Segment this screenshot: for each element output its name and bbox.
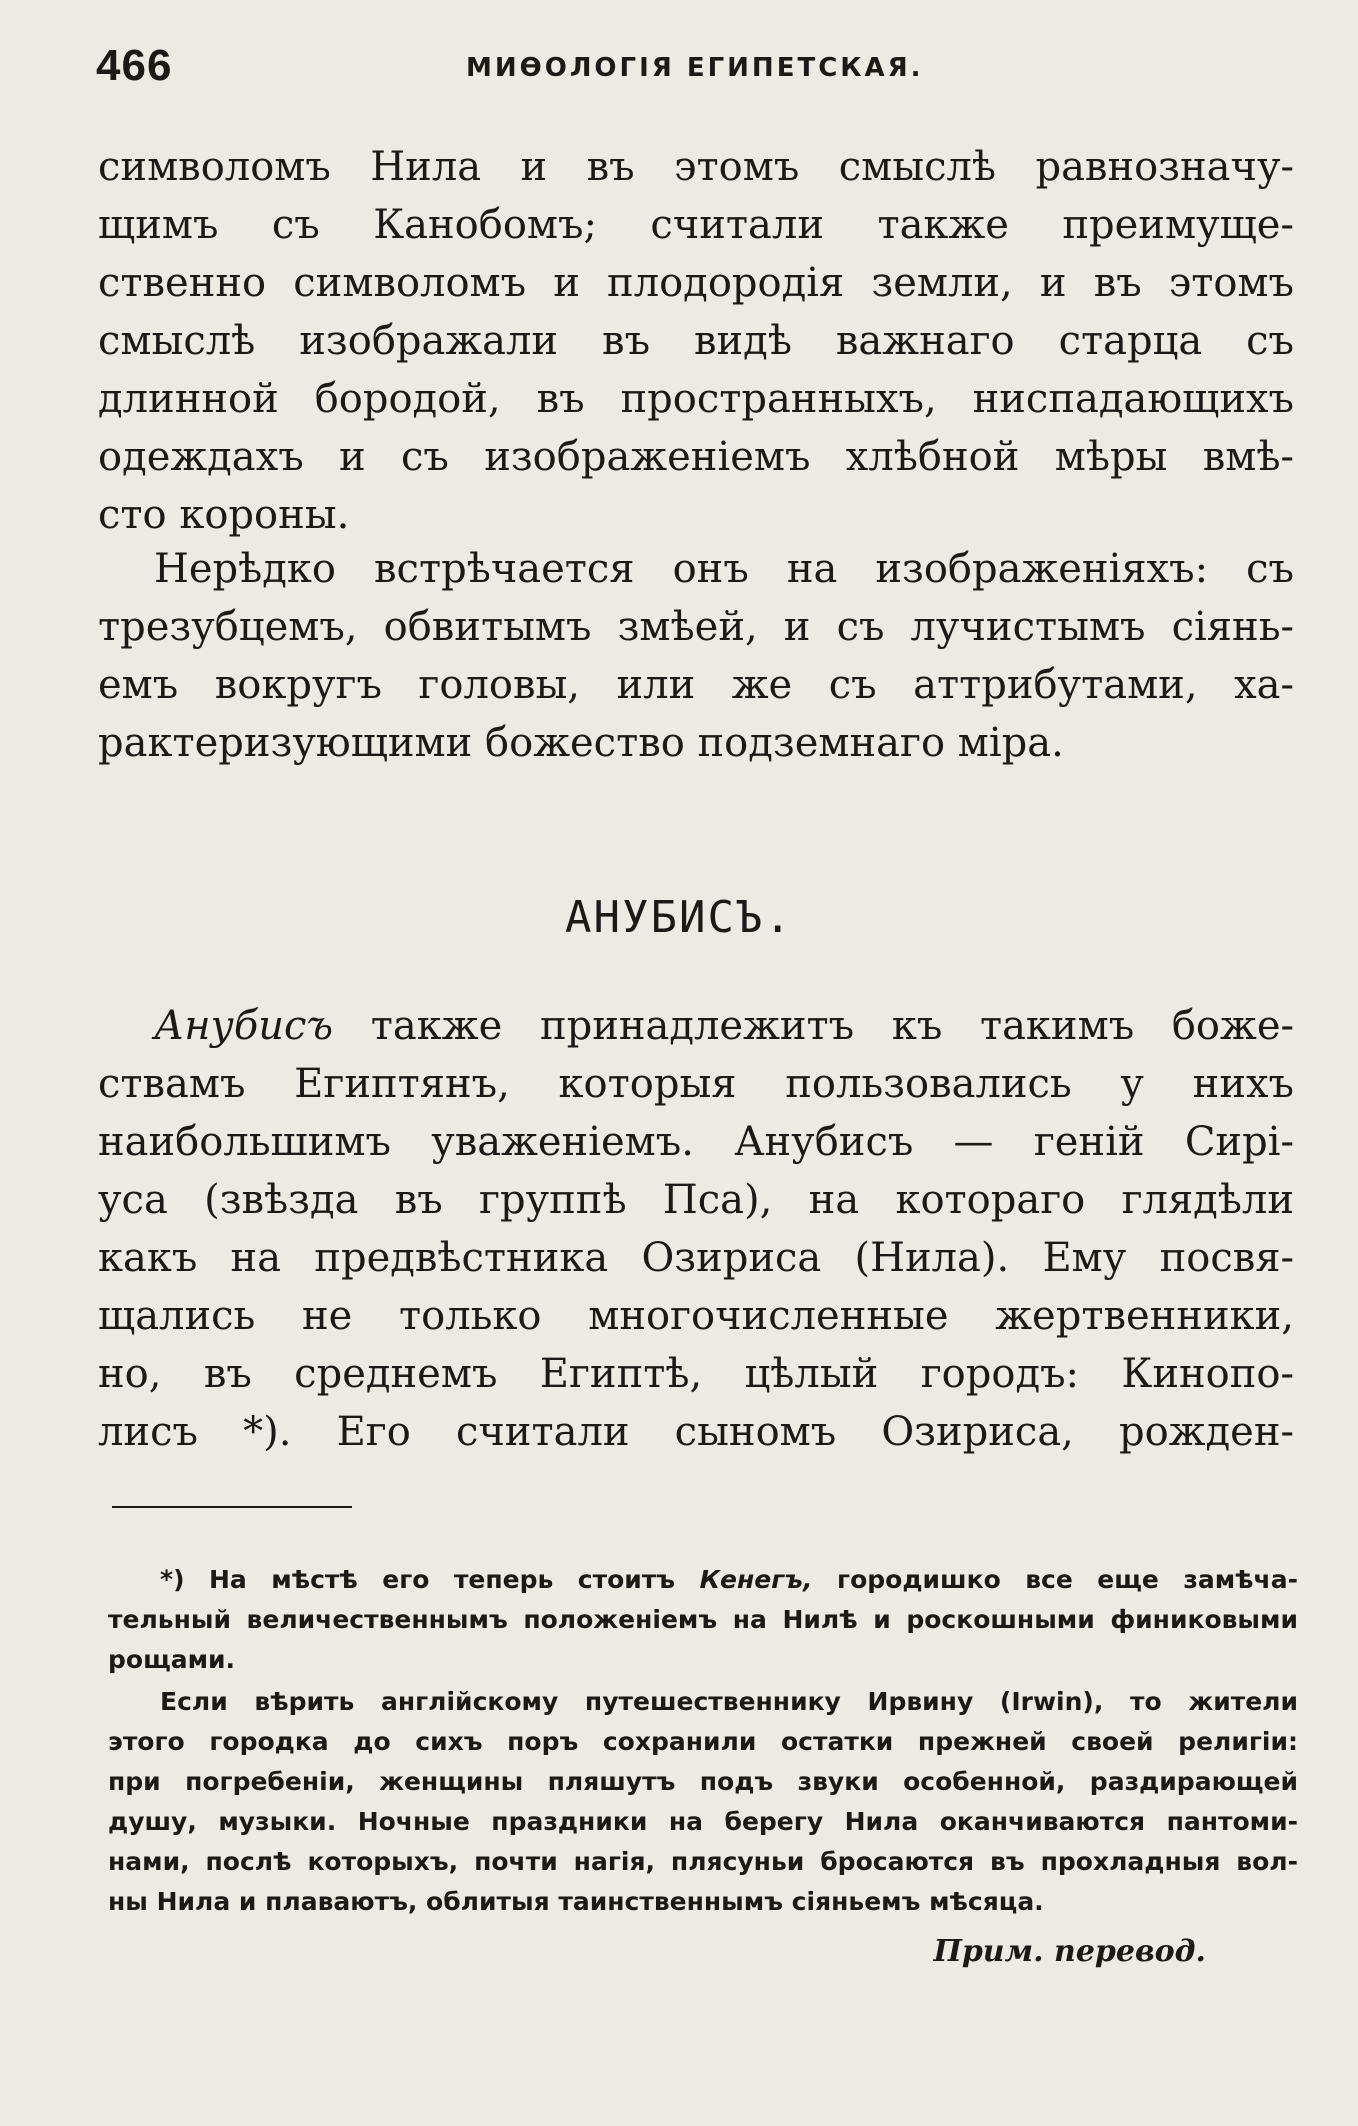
text-line: ны Нила и плаваютъ, облитыя таинственнымъ сіяньемъ мѣсяца. — [108, 1887, 1044, 1916]
text-line: символомъ Нила и въ этомъ смыслѣ равнозначу- — [98, 144, 1294, 190]
text-line: одеждахъ и съ изображеніемъ хлѣбной мѣры вмѣ- — [98, 434, 1294, 480]
text-line: длинной бородой, въ пространныхъ, ниспадающихъ — [98, 376, 1294, 422]
running-head — [96, 36, 1294, 96]
text-line: какъ на предвѣстника Озириса (Нила). Ему посвя- — [98, 1235, 1294, 1281]
paragraph-osiris-symbol — [98, 138, 1294, 544]
running-title: МИѲОЛОГІЯ ЕГИПЕТСКАЯ. — [466, 53, 924, 83]
text-line: при погребеніи, женщины пляшутъ подъ звуки особенной, раздирающей — [108, 1767, 1298, 1796]
text-line: но, въ среднемъ Египтѣ, цѣлый городъ: Кинопо- — [98, 1351, 1294, 1397]
text-line: трезубцемъ, обвитымъ змѣей, и съ лучистымъ сіянь- — [98, 604, 1294, 650]
translator-note-signature: Прим. перевод. — [933, 1934, 1206, 1969]
text-line: емъ вокругъ головы, или же съ аттрибутами, ха- — [98, 662, 1294, 708]
italic-term: Анубисъ — [154, 1003, 334, 1049]
text-line: сто короны. — [98, 492, 350, 538]
text-line: ствамъ Египтянъ, которыя пользовались у нихъ — [98, 1061, 1294, 1107]
section-heading-anubis: АНУБИСЪ. — [565, 892, 793, 943]
footnote-kenneh — [108, 1560, 1298, 1680]
text-line: щимъ съ Канобомъ; считали также преимуще- — [98, 202, 1294, 248]
text-fragment: городишко все еще замѣча- — [837, 1565, 1298, 1594]
text-fragment: также принадлежитъ къ такимъ боже- — [370, 1003, 1295, 1049]
text-line: душу, музыки. Ночные праздники на берегу Нила оканчиваются пантоми- — [108, 1807, 1298, 1836]
page-number: 466 — [96, 41, 173, 90]
footnote-marker: *) На мѣстѣ его теперь стоитъ — [160, 1565, 676, 1594]
text-line: Нерѣдко встрѣчается онъ на изображеніяхъ: съ — [154, 546, 1294, 592]
paragraph-anubis — [98, 997, 1294, 1461]
footnote-irwin — [108, 1682, 1298, 1922]
text-line: нами, послѣ которыхъ, почти нагія, плясуньи бросаются въ прохладныя вол- — [108, 1847, 1298, 1876]
italic-place: Кенегъ, — [699, 1565, 813, 1594]
text-line — [98, 997, 1294, 1055]
text-line: смыслѣ изображали въ видѣ важнаго старца съ — [98, 318, 1294, 364]
text-line: лисъ *). Его считали сыномъ Озириса, рожден- — [98, 1409, 1294, 1455]
text-line: рощами. — [108, 1645, 236, 1674]
text-line: тельный величественнымъ положеніемъ на Нилѣ и роскошными финиковыми — [108, 1605, 1298, 1634]
text-line: ственно символомъ и плодородія земли, и въ этомъ — [98, 260, 1294, 306]
text-line: уса (звѣзда въ группѣ Пса), на котораго глядѣли — [98, 1177, 1294, 1223]
footnote-divider — [112, 1506, 352, 1508]
text-line: наибольшимъ уваженіемъ. Анубисъ — геній Сирі- — [98, 1119, 1294, 1165]
text-line — [108, 1560, 1298, 1600]
text-line: рактеризующими божество подземнаго міра. — [98, 720, 1064, 766]
text-line: Если вѣрить англійскому путешественнику Ирвину (Irwin), то жители — [160, 1687, 1298, 1716]
text-line: щались не только многочисленные жертвенники, — [98, 1293, 1294, 1339]
paragraph-depictions — [98, 540, 1294, 772]
text-line: этого городка до сихъ поръ сохранили остатки прежней своей религіи: — [108, 1727, 1298, 1756]
